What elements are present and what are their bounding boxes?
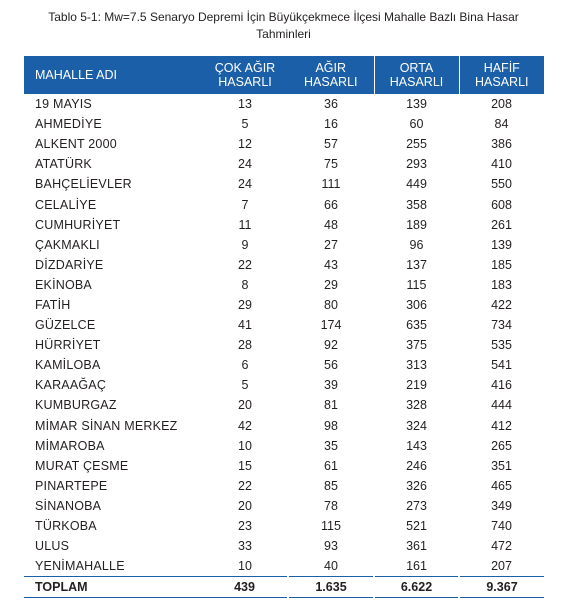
header-agir-hasarli — [288, 56, 374, 94]
header-agir-line1: AĞIR — [315, 61, 347, 75]
cell-orta-hasarli: 60 — [409, 117, 424, 132]
cell-mahalle-adi: BAHÇELİEVLER — [35, 177, 132, 192]
cell-cok-agir-hasarli: 8 — [241, 277, 249, 292]
header-agir-line2: HASARLI — [304, 75, 358, 89]
cell-mahalle-adi: YENİMAHALLE — [35, 559, 125, 574]
cell-cok-agir-hasarli: 11 — [238, 217, 252, 232]
cell-agir-hasarli: 27 — [324, 237, 338, 252]
total-label: TOPLAM — [24, 577, 202, 598]
cell-hafif-hasarli: 183 — [491, 277, 512, 292]
cell-cok-agir-hasarli: 5 — [241, 378, 249, 393]
cell-mahalle-adi: EKİNOBA — [35, 277, 92, 292]
table-row — [24, 235, 544, 255]
cell-cok-agir-hasarli: 5 — [241, 117, 249, 132]
header-orta-line2: HASARLI — [389, 75, 444, 89]
cell-orta-hasarli: 139 — [406, 97, 427, 112]
cell-orta-hasarli: 324 — [406, 418, 427, 433]
cell-cok-agir-hasarli: 24 — [238, 157, 252, 172]
cell-mahalle-adi: ÇAKMAKLI — [35, 237, 100, 252]
cell-agir-hasarli: 36 — [324, 97, 338, 112]
cell-mahalle-adi: KUMBURGAZ — [35, 398, 117, 413]
cell-mahalle-adi: MURAT ÇESME — [35, 458, 129, 473]
cell-cok-agir-hasarli: 20 — [238, 498, 252, 513]
table-row — [24, 275, 544, 295]
caption-line-1: Tablo 5-1: Mw=7.5 Senaryo Depremi İçin Büyükçekmece İlçesi Mahalle Bazlı Bina Hasar — [48, 10, 519, 24]
cell-agir-hasarli: 56 — [324, 358, 338, 373]
cell-orta-hasarli: 521 — [406, 519, 427, 534]
header-mahalle-adi-label: MAHALLE ADI — [35, 68, 117, 82]
table-row — [24, 436, 544, 456]
table-row — [24, 315, 544, 335]
cell-hafif-hasarli: 412 — [491, 418, 512, 433]
cell-orta-hasarli: 115 — [406, 277, 427, 292]
cell-cok-agir-hasarli: 23 — [238, 519, 252, 534]
header-hafif-hasarli — [459, 56, 544, 94]
cell-agir-hasarli: 61 — [324, 458, 338, 473]
cell-agir-hasarli: 75 — [324, 157, 338, 172]
cell-orta-hasarli: 313 — [406, 358, 427, 373]
cell-mahalle-adi: ALKENT 2000 — [35, 137, 117, 152]
cell-agir-hasarli: 66 — [324, 197, 338, 212]
table-row — [24, 395, 544, 415]
cell-mahalle-adi: HÜRRİYET — [35, 338, 101, 353]
cell-mahalle-adi: AHMEDİYE — [35, 117, 102, 132]
cell-cok-agir-hasarli: 22 — [238, 257, 252, 272]
cell-orta-hasarli: 219 — [406, 378, 427, 393]
cell-cok-agir-hasarli: 22 — [238, 478, 252, 493]
cell-mahalle-adi: CELALİYE — [35, 197, 97, 212]
cell-hafif-hasarli: 734 — [491, 318, 512, 333]
total-row — [24, 577, 544, 598]
cell-orta-hasarli: 328 — [406, 398, 427, 413]
cell-hafif-hasarli: 550 — [491, 177, 512, 192]
table-row — [24, 476, 544, 496]
cell-agir-hasarli: 115 — [321, 519, 341, 534]
table-row — [24, 496, 544, 516]
table-row — [24, 255, 544, 275]
table-row — [24, 134, 544, 154]
cell-cok-agir-hasarli: 6 — [241, 358, 249, 373]
cell-orta-hasarli: 143 — [406, 438, 427, 453]
cell-cok-agir-hasarli: 28 — [238, 338, 252, 353]
cell-orta-hasarli: 361 — [406, 539, 427, 554]
table-row — [24, 154, 544, 174]
cell-mahalle-adi: GÜZELCE — [35, 318, 96, 333]
cell-hafif-hasarli: 208 — [491, 97, 512, 112]
cell-cok-agir-hasarli: 42 — [238, 418, 252, 433]
table-row — [24, 335, 544, 355]
cell-mahalle-adi: MİMAR SİNAN MERKEZ — [35, 418, 178, 433]
total-orta: 6.622 — [374, 577, 459, 598]
cell-mahalle-adi: ATATÜRK — [35, 157, 92, 172]
cell-hafif-hasarli: 265 — [491, 438, 512, 453]
table-row — [24, 295, 544, 315]
cell-hafif-hasarli: 207 — [491, 559, 512, 574]
cell-orta-hasarli: 96 — [409, 237, 424, 252]
cell-hafif-hasarli: 185 — [491, 257, 512, 272]
cell-orta-hasarli: 306 — [406, 297, 427, 312]
table-row — [24, 114, 544, 134]
cell-cok-agir-hasarli: 9 — [241, 237, 249, 252]
cell-cok-agir-hasarli: 10 — [238, 559, 252, 574]
cell-orta-hasarli: 246 — [406, 458, 427, 473]
table-row — [24, 556, 544, 577]
cell-cok-agir-hasarli: 41 — [238, 318, 252, 333]
cell-mahalle-adi: FATİH — [35, 297, 71, 312]
table-row — [24, 416, 544, 436]
cell-mahalle-adi: ULUS — [35, 539, 70, 554]
table-row — [24, 174, 544, 194]
cell-hafif-hasarli: 465 — [491, 478, 512, 493]
cell-orta-hasarli: 189 — [406, 217, 427, 232]
cell-agir-hasarli: 35 — [324, 438, 338, 453]
cell-orta-hasarli: 161 — [406, 559, 427, 574]
table-footer — [24, 577, 544, 598]
cell-agir-hasarli: 29 — [324, 277, 338, 292]
header-cok-agir-hasarli — [202, 56, 288, 94]
header-cok-agir-line2: HASARLI — [218, 75, 272, 89]
header-cok-agir-line1: ÇOK AĞIR — [214, 61, 276, 75]
cell-hafif-hasarli: 541 — [491, 358, 512, 373]
cell-mahalle-adi: MİMAROBA — [35, 438, 105, 453]
cell-cok-agir-hasarli: 15 — [238, 458, 252, 473]
cell-agir-hasarli: 80 — [324, 297, 338, 312]
caption-line-2: Tahminleri — [256, 27, 311, 41]
cell-agir-hasarli: 78 — [324, 498, 338, 513]
table-row — [24, 194, 544, 214]
cell-cok-agir-hasarli: 7 — [241, 197, 249, 212]
table-body — [24, 94, 544, 577]
cell-orta-hasarli: 293 — [406, 157, 427, 172]
cell-hafif-hasarli: 535 — [491, 338, 512, 353]
cell-orta-hasarli: 375 — [406, 338, 427, 353]
cell-hafif-hasarli: 349 — [491, 498, 512, 513]
cell-hafif-hasarli: 386 — [491, 137, 512, 152]
cell-mahalle-adi: TÜRKOBA — [35, 519, 97, 534]
cell-mahalle-adi: CUMHURİYET — [35, 217, 121, 232]
total-hafif: 9.367 — [459, 577, 544, 598]
cell-hafif-hasarli: 422 — [491, 297, 512, 312]
cell-hafif-hasarli: 139 — [491, 237, 512, 252]
total-cok-agir: 439 — [202, 577, 288, 598]
table-header — [24, 56, 544, 94]
header-mahalle-adi — [24, 56, 202, 94]
cell-agir-hasarli: 85 — [324, 478, 338, 493]
table-row — [24, 375, 544, 395]
cell-mahalle-adi: KARAAĞAÇ — [35, 378, 107, 393]
cell-agir-hasarli: 93 — [324, 539, 338, 554]
cell-hafif-hasarli: 608 — [491, 197, 512, 212]
cell-orta-hasarli: 358 — [406, 197, 427, 212]
cell-cok-agir-hasarli: 29 — [238, 297, 252, 312]
damage-estimates-table — [24, 56, 544, 598]
cell-mahalle-adi: DİZDARİYE — [35, 257, 104, 272]
cell-orta-hasarli: 255 — [406, 137, 427, 152]
header-row — [24, 56, 544, 94]
table-row — [24, 94, 544, 114]
cell-cok-agir-hasarli: 33 — [238, 539, 252, 554]
table-row — [24, 536, 544, 556]
cell-agir-hasarli: 43 — [324, 257, 338, 272]
cell-orta-hasarli: 273 — [406, 498, 427, 513]
cell-cok-agir-hasarli: 20 — [238, 398, 252, 413]
cell-hafif-hasarli: 472 — [491, 539, 512, 554]
cell-hafif-hasarli: 416 — [491, 378, 512, 393]
cell-mahalle-adi: SİNANOBA — [35, 498, 102, 513]
cell-agir-hasarli: 98 — [324, 418, 338, 433]
header-hafif-line2: HASARLI — [475, 75, 529, 89]
cell-agir-hasarli: 16 — [324, 117, 338, 132]
cell-cok-agir-hasarli: 13 — [238, 97, 252, 112]
cell-mahalle-adi: KAMİLOBA — [35, 358, 101, 373]
cell-hafif-hasarli: 351 — [491, 458, 512, 473]
table-caption — [0, 9, 567, 43]
total-agir: 1.635 — [288, 577, 374, 598]
cell-agir-hasarli: 111 — [321, 177, 341, 192]
header-orta-hasarli — [374, 56, 459, 94]
cell-mahalle-adi: 19 MAYIS — [35, 97, 92, 112]
cell-cok-agir-hasarli: 12 — [238, 137, 252, 152]
table-row — [24, 516, 544, 536]
cell-agir-hasarli: 174 — [320, 318, 342, 333]
cell-agir-hasarli: 39 — [324, 378, 338, 393]
cell-mahalle-adi: PINARTEPE — [35, 478, 108, 493]
cell-agir-hasarli: 57 — [324, 137, 338, 152]
header-orta-line1: ORTA — [399, 61, 434, 75]
cell-cok-agir-hasarli: 24 — [238, 177, 252, 192]
cell-orta-hasarli: 635 — [406, 318, 427, 333]
table-row — [24, 456, 544, 476]
cell-cok-agir-hasarli: 10 — [238, 438, 252, 453]
cell-hafif-hasarli: 444 — [491, 398, 512, 413]
cell-agir-hasarli: 48 — [324, 217, 338, 232]
cell-hafif-hasarli: 410 — [491, 157, 512, 172]
cell-orta-hasarli: 137 — [406, 257, 427, 272]
cell-orta-hasarli: 449 — [406, 177, 427, 192]
table-row — [24, 355, 544, 375]
cell-hafif-hasarli: 84 — [494, 117, 509, 132]
cell-agir-hasarli: 40 — [324, 559, 338, 574]
cell-orta-hasarli: 326 — [406, 478, 427, 493]
table-row — [24, 215, 544, 235]
header-hafif-line1: HAFİF — [483, 61, 520, 75]
cell-agir-hasarli: 81 — [324, 398, 338, 413]
cell-hafif-hasarli: 261 — [491, 217, 512, 232]
cell-hafif-hasarli: 740 — [491, 519, 512, 534]
cell-agir-hasarli: 92 — [324, 338, 338, 353]
